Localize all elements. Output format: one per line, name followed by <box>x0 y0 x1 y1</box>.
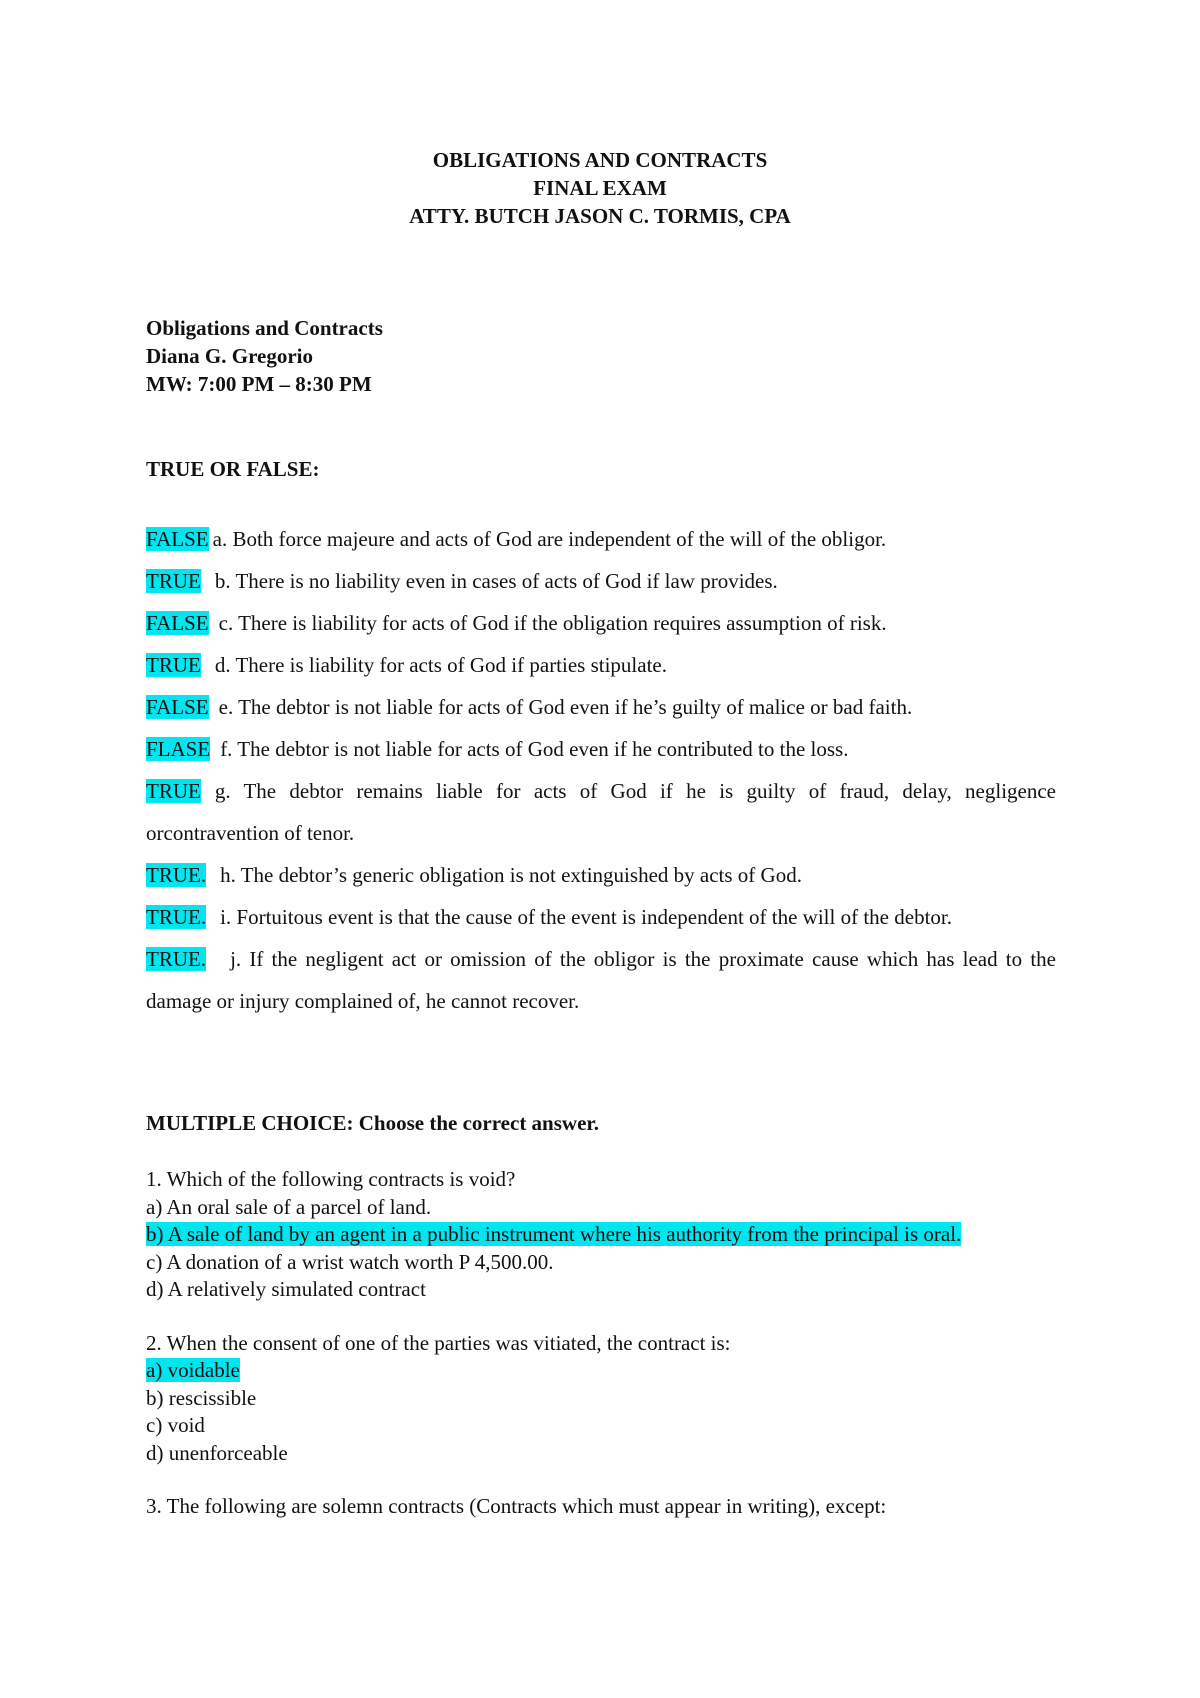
exam-subject-title: OBLIGATIONS AND CONTRACTS <box>432 148 768 172</box>
tf-statement: i. Fortuitous event is that the cause of the event is independent of the will of the debtor. <box>220 905 952 929</box>
course-name: Obligations and Contracts <box>146 316 383 340</box>
option-b: b) rescissible <box>146 1385 257 1410</box>
student-name: Diana G. Gregorio <box>146 344 314 368</box>
exam-type-title: FINAL EXAM <box>533 176 667 200</box>
tf-answer: TRUE. <box>146 905 207 929</box>
true-false-list <box>146 518 1056 1022</box>
multiple-choice-list <box>146 1166 1056 1547</box>
tf-statement: a. Both force majeure and acts of God are independent of the will of the obligor. <box>212 527 887 551</box>
tf-item-j <box>146 938 1056 1022</box>
option-c: c) void <box>146 1413 205 1437</box>
tf-item-c <box>146 602 1056 644</box>
tf-item-h <box>146 854 1056 896</box>
question-text: 1. Which of the following contracts is void? <box>146 1167 516 1191</box>
tf-item-g <box>146 770 1056 854</box>
highlighted-answer: b) A sale of land by an agent in a public instrument where his authority from the principal is oral. <box>146 1222 962 1246</box>
tf-answer: TRUE. <box>146 947 207 971</box>
question-text: 2. When the consent of one of the parties was vitiated, the contract is: <box>146 1330 731 1355</box>
tf-item-d <box>146 644 1056 686</box>
tf-answer: TRUE <box>146 779 201 803</box>
tf-statement: c. There is liability for acts of God if the obligation requires assumption of risk. <box>218 611 887 635</box>
tf-statement: h. The debtor’s generic obligation is not extinguished by acts of God. <box>220 863 802 887</box>
question-text: 3. The following are solemn contracts (Contracts which must appear in writing), except: <box>146 1494 887 1518</box>
tf-statement: j. If the negligent act or omission of the obligor is the proximate cause which has lead to the damage or injury complained of, he cannot recover. <box>146 947 1056 1013</box>
mc-question-1 <box>146 1166 1056 1304</box>
tf-answer: FALSE <box>146 527 209 551</box>
option-c: c) A donation of a wrist watch worth P 4,500.00. <box>146 1249 554 1274</box>
mc-question-2 <box>146 1330 1056 1468</box>
tf-statement: d. There is liability for acts of God if parties stipulate. <box>214 653 667 677</box>
true-false-heading: TRUE OR FALSE: <box>146 457 320 481</box>
tf-statement: e. The debtor is not liable for acts of God even if he’s guilty of malice or bad faith. <box>218 695 913 719</box>
tf-answer: TRUE <box>146 653 201 677</box>
multiple-choice-heading: MULTIPLE CHOICE: Choose the correct answer. <box>146 1111 600 1135</box>
mc-question-3 <box>146 1493 1056 1521</box>
option-d: d) A relatively simulated contract <box>146 1277 426 1301</box>
tf-answer: FALSE <box>146 611 209 635</box>
tf-statement: b. There is no liability even in cases of acts of God if law provides. <box>214 569 778 593</box>
student-info <box>146 314 1056 398</box>
tf-answer: TRUE <box>146 569 201 593</box>
class-schedule: MW: 7:00 PM – 8:30 PM <box>146 372 372 396</box>
tf-answer: FLASE <box>146 737 211 761</box>
instructor-name: ATTY. BUTCH JASON C. TORMIS, CPA <box>409 204 791 228</box>
option-a-answer <box>146 1357 1056 1385</box>
option-d: d) unenforceable <box>146 1440 288 1465</box>
tf-item-a <box>146 518 1056 560</box>
tf-answer: TRUE. <box>146 863 207 887</box>
tf-answer: FALSE <box>146 695 209 719</box>
option-b-answer <box>146 1221 1056 1249</box>
tf-item-f <box>146 728 1056 770</box>
option-a: a) An oral sale of a parcel of land. <box>146 1194 432 1219</box>
tf-item-e <box>146 686 1056 728</box>
tf-item-b <box>146 560 1056 602</box>
highlighted-answer: a) voidable <box>146 1358 240 1382</box>
tf-statement: g. The debtor remains liable for acts of God if he is guilty of fraud, delay, negligence orcontravention of tenor. <box>146 779 1056 845</box>
tf-statement: f. The debtor is not liable for acts of God even if he contributed to the loss. <box>220 737 849 761</box>
tf-item-i <box>146 896 1056 938</box>
